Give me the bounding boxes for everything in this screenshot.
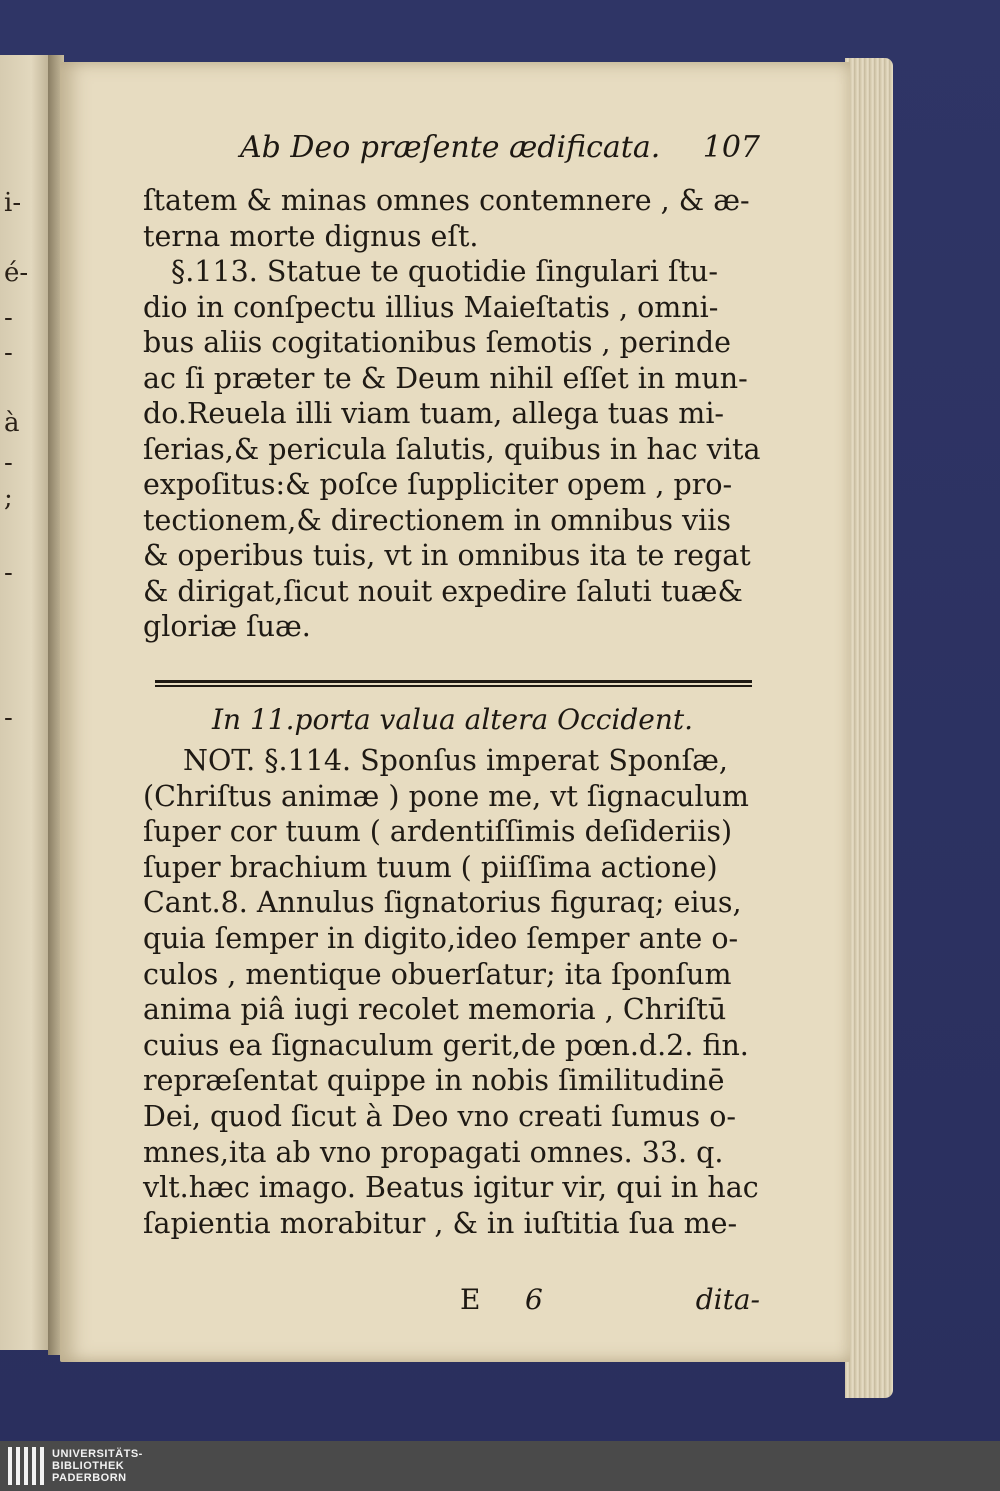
text-line: ſuper brachium tuum ( piiſſima actione)	[143, 850, 718, 884]
left-page-fragment: -	[4, 558, 13, 588]
text-line: ſapientia morabitur , & in iuſtitia ſua me-	[143, 1206, 738, 1240]
library-logo-text	[52, 1448, 143, 1484]
left-page-fragment: ;	[4, 483, 13, 513]
text-line: repræſentat quippe in nobis ſimilitudinē	[143, 1064, 725, 1098]
page-edges	[845, 58, 893, 1398]
text-line: mnes,ita ab vno propagati omnes. 33. q.	[143, 1135, 724, 1169]
text-line: Cant.8. Annulus ſignatorius figuraq; eius,	[143, 886, 742, 920]
running-title: Ab Deo præſente ædificata.	[240, 130, 661, 165]
text-line: do.Reuela illi viam tuam, allega tuas mi-	[143, 397, 725, 430]
paragraph-114	[143, 743, 763, 1241]
left-page-fragment: i-	[4, 188, 22, 218]
text-line: expoſitus:& poſce ſuppliciter opem , pro-	[143, 468, 733, 501]
running-header	[240, 130, 760, 165]
text-line: quia ſemper in digito,ideo ſemper ante o-	[143, 921, 739, 955]
text-line: §.113. Statue te quotidie ſingulari ſtu-	[171, 255, 719, 288]
left-page-fragment: -	[4, 338, 13, 368]
logo-line: BIBLIOTHEK	[52, 1460, 125, 1472]
logo-line: UNIVERSITÄTS-	[52, 1448, 143, 1460]
section-divider-rule	[155, 680, 752, 687]
text-line: (Chriſtus animæ ) pone me, vt ſignaculum	[143, 779, 749, 813]
text-line: cuius ea ſignaculum gerit,de pœn.d.2. fin.	[143, 1028, 749, 1062]
text-line: & dirigat,ſicut nouit expedire ſaluti tuæ&	[143, 574, 743, 608]
signature-mark: E	[460, 1283, 481, 1316]
library-logo-icon	[8, 1447, 44, 1485]
left-page-fragment: -	[4, 448, 13, 478]
catchword: dita-	[695, 1283, 760, 1316]
text-line: bus aliis cogitationibus ſemotis , perinde	[143, 326, 731, 359]
text-line: & operibus tuis, vt in omnibus ita te regat	[143, 539, 751, 572]
text-line: tectionem,& directionem in omnibus viis	[143, 503, 732, 537]
text-line: gloriæ ſuæ.	[143, 610, 311, 643]
page-number: 107	[702, 130, 760, 165]
text-line: Dei, quod ſicut à Deo vno creati ſumus o-	[143, 1099, 736, 1133]
section-title: In 11.porta valua altera Occident.	[212, 703, 694, 736]
text-line: ſuper cor tuum ( ardentiſſimis deſideriis)	[143, 815, 733, 849]
text-line: ac ſi præter te & Deum nihil eſſet in mun-	[143, 361, 748, 395]
library-logo	[8, 1444, 143, 1488]
left-page-fragment: -	[4, 703, 13, 733]
text-line: NOT. §.114. Sponſus imperat Sponſæ,	[183, 744, 728, 777]
footer-bar	[0, 1441, 1000, 1491]
text-line: dio in conſpectu illius Maieſtatis , omni-	[143, 290, 719, 324]
left-page-fragment: à	[4, 408, 20, 438]
left-page-fragment: é-	[4, 258, 29, 288]
paragraph-113	[143, 183, 763, 645]
text-line: culos , mentique obuerſatur; ita ſponſum	[143, 957, 732, 991]
text-line: vlt.hæc imago. Beatus igitur vir, qui in hac	[143, 1171, 759, 1205]
left-page-edge	[0, 55, 52, 1350]
text-line: terna morte dignus eſt.	[143, 219, 479, 253]
text-line: anima piâ iugi recolet memoria , Chriſtū	[143, 993, 727, 1027]
signature-number: 6	[525, 1283, 543, 1316]
left-page-fragment: -	[4, 303, 13, 333]
text-line: ſtatem & minas omnes contemnere , & æ-	[143, 184, 750, 217]
logo-line: PADERBORN	[52, 1472, 127, 1484]
text-line: ſerias,& pericula ſalutis, quibus in hac vita	[143, 432, 761, 466]
